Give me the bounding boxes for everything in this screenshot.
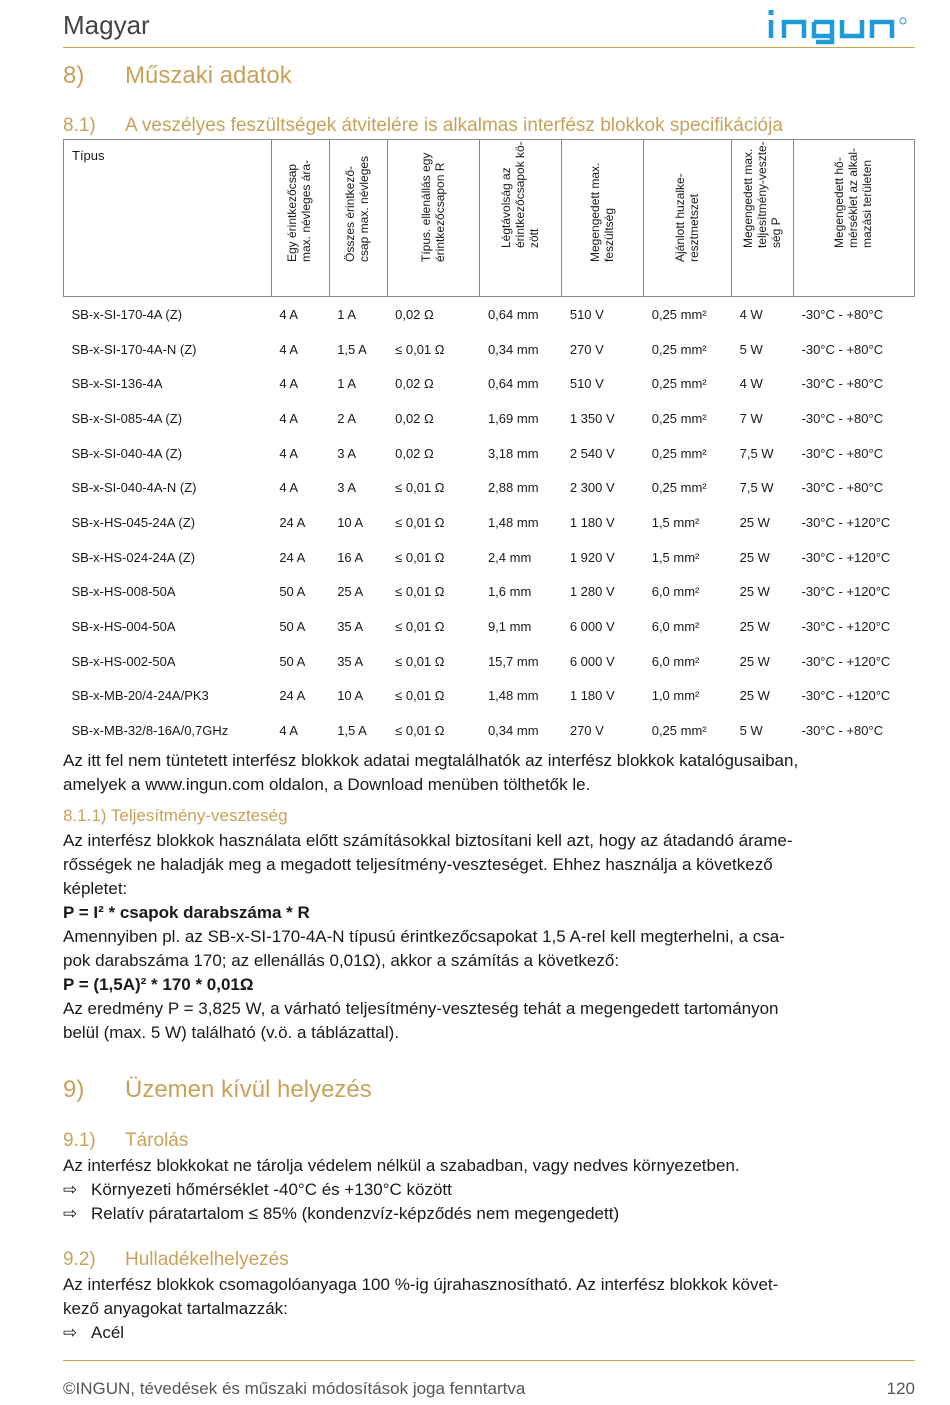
table-row — [64, 470, 915, 505]
table-row — [64, 505, 915, 540]
value-cell: 10 A — [337, 688, 364, 704]
value-cell: 35 A — [337, 653, 364, 669]
type-cell: SB-x-SI-040-4A-N (Z) — [71, 480, 197, 496]
value-cell: ≤ 0,01 Ω — [395, 688, 445, 704]
type-cell: SB-x-SI-170-4A (Z) — [71, 306, 183, 322]
type-cell: SB-x-SI-085-4A (Z) — [71, 410, 183, 426]
value-cell: 6,0 mm² — [651, 584, 700, 600]
value-cell: -30°C - +80°C — [801, 445, 884, 461]
page-number: 120 — [886, 1379, 915, 1398]
table-row — [64, 679, 915, 714]
value-cell: 50 A — [279, 619, 306, 635]
section-9-1-heading: 9.1) Tárolás — [63, 1130, 189, 1151]
value-cell: -30°C - +120°C — [801, 584, 891, 600]
value-cell: ≤ 0,01 Ω — [395, 480, 445, 496]
column-header: Megengedett hő- mérséklet az alkal- mazási területen — [794, 140, 915, 297]
value-cell: 270 V — [569, 723, 604, 739]
value-cell: -30°C - +80°C — [801, 480, 884, 496]
value-cell: 4 A — [279, 410, 299, 426]
table-header-row — [64, 140, 915, 297]
table-row — [64, 297, 915, 332]
value-cell: 1,48 mm — [487, 688, 539, 704]
value-cell: ≤ 0,01 Ω — [395, 619, 445, 635]
value-cell: -30°C - +120°C — [801, 688, 891, 704]
value-cell: 1,69 mm — [487, 410, 539, 426]
value-cell: ≤ 0,01 Ω — [395, 653, 445, 669]
ingun-logo — [766, 6, 918, 51]
value-cell: 1 280 V — [569, 584, 615, 600]
type-cell: SB-x-SI-170-4A-N (Z) — [71, 341, 197, 357]
value-cell: 25 W — [739, 514, 770, 530]
type-cell: SB-x-HS-045-24A (Z) — [71, 514, 196, 530]
value-cell: 2 A — [337, 410, 356, 426]
value-cell: 6 000 V — [569, 653, 615, 669]
value-cell: 0,02 Ω — [395, 306, 434, 322]
column-header: Egy érintkezőcsap max. névleges ára- — [271, 140, 329, 297]
table-row — [64, 540, 915, 575]
value-cell: 270 V — [569, 341, 604, 357]
formula-general: P = I² * csapok darabszáma * R — [63, 903, 310, 922]
value-cell: 1 180 V — [569, 688, 615, 704]
value-cell: 3 A — [337, 445, 356, 461]
type-cell: SB-x-HS-002-50A — [71, 653, 176, 669]
section-8-heading: 8) Műszaki adatok — [63, 62, 292, 89]
value-cell: 0,64 mm — [487, 306, 539, 322]
value-cell: 1,48 mm — [487, 514, 539, 530]
value-cell: ≤ 0,01 Ω — [395, 723, 445, 739]
value-cell: 0,64 mm — [487, 376, 539, 392]
footer-copyright: ©INGUN, tévedések és műszaki módosítások joga fenntartva — [63, 1379, 526, 1398]
value-cell: 24 A — [279, 514, 306, 530]
value-cell: -30°C - +120°C — [801, 549, 891, 565]
table-row — [64, 609, 915, 644]
value-cell: 6,0 mm² — [651, 619, 700, 635]
type-cell: SB-x-HS-008-50A — [71, 584, 176, 600]
table-row — [64, 436, 915, 471]
value-cell: 50 A — [279, 584, 306, 600]
value-cell: -30°C - +120°C — [801, 514, 891, 530]
value-cell: ≤ 0,01 Ω — [395, 514, 445, 530]
value-cell: 5 W — [739, 723, 763, 739]
value-cell: -30°C - +80°C — [801, 341, 884, 357]
value-cell: 4 A — [279, 480, 299, 496]
value-cell: 1,5 A — [337, 341, 367, 357]
value-cell: 15,7 mm — [487, 653, 539, 669]
value-cell: 2,88 mm — [487, 480, 539, 496]
value-cell: 25 A — [337, 584, 364, 600]
value-cell: 1 920 V — [569, 549, 615, 565]
value-cell: 35 A — [337, 619, 364, 635]
value-cell: 25 W — [739, 584, 770, 600]
section-9-heading: 9) Üzemen kívül helyezés — [63, 1076, 372, 1103]
value-cell: 24 A — [279, 688, 306, 704]
type-cell: SB-x-MB-20/4-24A/PK3 — [71, 688, 209, 704]
column-header: Típus. ellenállás egy érintkezőcsapon R — [387, 140, 480, 297]
section-9-2-heading: 9.2) Hulladékelhelyezés — [63, 1249, 289, 1270]
list-item: ⇨ Környezeti hőmérséklet -40°C és +130°C között — [63, 1178, 452, 1202]
value-cell: 0,34 mm — [487, 341, 539, 357]
spec-table — [63, 139, 915, 748]
table-row — [64, 713, 915, 748]
value-cell: 6 000 V — [569, 619, 615, 635]
type-cell: SB-x-HS-004-50A — [71, 619, 176, 635]
value-cell: 4 A — [279, 376, 299, 392]
value-cell: 16 A — [337, 549, 364, 565]
value-cell: 1 180 V — [569, 514, 615, 530]
value-cell: 3,18 mm — [487, 445, 539, 461]
disposal-text: Az interfész blokkok csomagolóanyaga 100 %-ig újrahasznosítható. Az interfész blokkok követ- kező anyagokat tartalmazzák: — [63, 1275, 779, 1318]
value-cell: 6,0 mm² — [651, 653, 700, 669]
value-cell: 4 A — [279, 306, 299, 322]
value-cell: ≤ 0,01 Ω — [395, 549, 445, 565]
table-row — [64, 401, 915, 436]
table-note: Az itt fel nem tüntetett interfész blokkok adatai megtalálhatók az interfész blokkok katalógusaiban, amelyek a www.ingun.com oldalon, a Download menüben tölthetők le. — [63, 751, 799, 794]
value-cell: 0,25 mm² — [651, 723, 707, 739]
type-cell: SB-x-SI-136-4A — [71, 376, 163, 392]
value-cell: 510 V — [569, 306, 604, 322]
value-cell: 4 A — [279, 723, 299, 739]
value-cell: 7,5 W — [739, 480, 774, 496]
arrow-right-icon: ⇨ — [63, 1323, 78, 1342]
value-cell: 7,5 W — [739, 445, 774, 461]
value-cell: -30°C - +120°C — [801, 653, 891, 669]
value-cell: 24 A — [279, 549, 306, 565]
value-cell: 4 W — [739, 306, 763, 322]
type-cell: SB-x-MB-32/8-16A/0,7GHz — [71, 723, 229, 739]
value-cell: -30°C - +80°C — [801, 723, 884, 739]
value-cell: 25 W — [739, 653, 770, 669]
value-cell: 0,02 Ω — [395, 410, 434, 426]
table-row — [64, 332, 915, 367]
table-row — [64, 366, 915, 401]
value-cell: 2 540 V — [569, 445, 615, 461]
value-cell: 25 W — [739, 688, 770, 704]
value-cell: -30°C - +80°C — [801, 306, 884, 322]
value-cell: 0,25 mm² — [651, 306, 707, 322]
value-cell: 7 W — [739, 410, 763, 426]
value-cell: 50 A — [279, 653, 306, 669]
header-rule — [63, 47, 915, 48]
value-cell: 2 300 V — [569, 480, 615, 496]
value-cell: 1 A — [337, 306, 356, 322]
value-cell: 1 A — [337, 376, 356, 392]
value-cell: 1,6 mm — [487, 584, 532, 600]
storage-text: Az interfész blokkokat ne tárolja védelem nélkül a szabadban, vagy nedves környezetben. — [63, 1156, 740, 1175]
value-cell: 1,5 mm² — [651, 514, 700, 530]
value-cell: 0,25 mm² — [651, 480, 707, 496]
value-cell: 0,34 mm — [487, 723, 539, 739]
value-cell: 0,02 Ω — [395, 376, 434, 392]
power-loss-text: Az interfész blokkok használata előtt számításokkal biztosítani kell azt, hogy az átadandó árame- rősségek ne haladják meg a megadott teljesítmény-veszteséget. Ehhez használja a következő képletet: P = I² * csapok darabszáma * R Amennyiben pl. az SB-x-SI-170-4A-N típusú érintkezőcsapokat 1,5 A-rel kell megterhelni, a csa- pok darabszáma 170; az ellenállás 0,01Ω), akkor a számítás a következő: P = (1,5A)² * 170 * 0,01Ω Az eredmény P = 3,825 W, a várható teljesítmény-veszteség tehát a megengedett tartományon belül (max. 5 W) található (v.ö. a táblázattal). — [63, 829, 915, 1045]
value-cell: 0,02 Ω — [395, 445, 434, 461]
value-cell: 0,25 mm² — [651, 445, 707, 461]
column-header: Ajánlott huzalke- resztmetszet — [644, 140, 732, 297]
value-cell: 4 A — [279, 341, 299, 357]
formula-example: P = (1,5A)² * 170 * 0,01Ω — [63, 975, 254, 994]
value-cell: 1,5 mm² — [651, 549, 700, 565]
value-cell: 10 A — [337, 514, 364, 530]
value-cell: 0,25 mm² — [651, 341, 707, 357]
value-cell: 3 A — [337, 480, 356, 496]
column-header: Megengedett max. feszültség — [562, 140, 644, 297]
value-cell: 510 V — [569, 376, 604, 392]
type-header: Típus — [64, 140, 272, 297]
column-header: Megengedett max. teljesítmény-veszte- ség P — [732, 140, 794, 297]
value-cell: 25 W — [739, 619, 770, 635]
value-cell: 2,4 mm — [487, 549, 532, 565]
column-header: Összes érintkező- csap max. névleges — [329, 140, 387, 297]
section-8-1-heading: 8.1) A veszélyes feszültségek átvitelére is alkalmas interfész blokkok specifikációja — [63, 115, 783, 136]
table-row — [64, 575, 915, 610]
value-cell: 0,25 mm² — [651, 410, 707, 426]
value-cell: 4 A — [279, 445, 299, 461]
type-cell: SB-x-HS-024-24A (Z) — [71, 549, 196, 565]
value-cell: 25 W — [739, 549, 770, 565]
column-header: Légtávolság az érintkezőcsapok kö- zött — [480, 140, 562, 297]
table-row — [64, 644, 915, 679]
value-cell: 9,1 mm — [487, 619, 532, 635]
value-cell: -30°C - +80°C — [801, 376, 884, 392]
value-cell: 0,25 mm² — [651, 376, 707, 392]
list-item: ⇨ Relatív páratartalom ≤ 85% (kondenzvíz-képződés nem megengedett) — [63, 1202, 619, 1226]
value-cell: -30°C - +120°C — [801, 619, 891, 635]
type-cell: SB-x-SI-040-4A (Z) — [71, 445, 183, 461]
value-cell: 4 W — [739, 376, 763, 392]
section-8-1-1-heading: 8.1.1) Teljesítmény-veszteség — [63, 806, 288, 825]
arrow-right-icon: ⇨ — [63, 1204, 78, 1223]
list-item: ⇨ Acél — [63, 1321, 124, 1345]
value-cell: 1,0 mm² — [651, 688, 700, 704]
value-cell: 1,5 A — [337, 723, 367, 739]
value-cell: -30°C - +80°C — [801, 410, 884, 426]
footer-rule — [63, 1360, 915, 1361]
value-cell: ≤ 0,01 Ω — [395, 584, 445, 600]
value-cell: ≤ 0,01 Ω — [395, 341, 445, 357]
language-label: Magyar — [63, 10, 150, 40]
value-cell: 5 W — [739, 341, 763, 357]
value-cell: 1 350 V — [569, 410, 615, 426]
arrow-right-icon: ⇨ — [63, 1180, 78, 1199]
